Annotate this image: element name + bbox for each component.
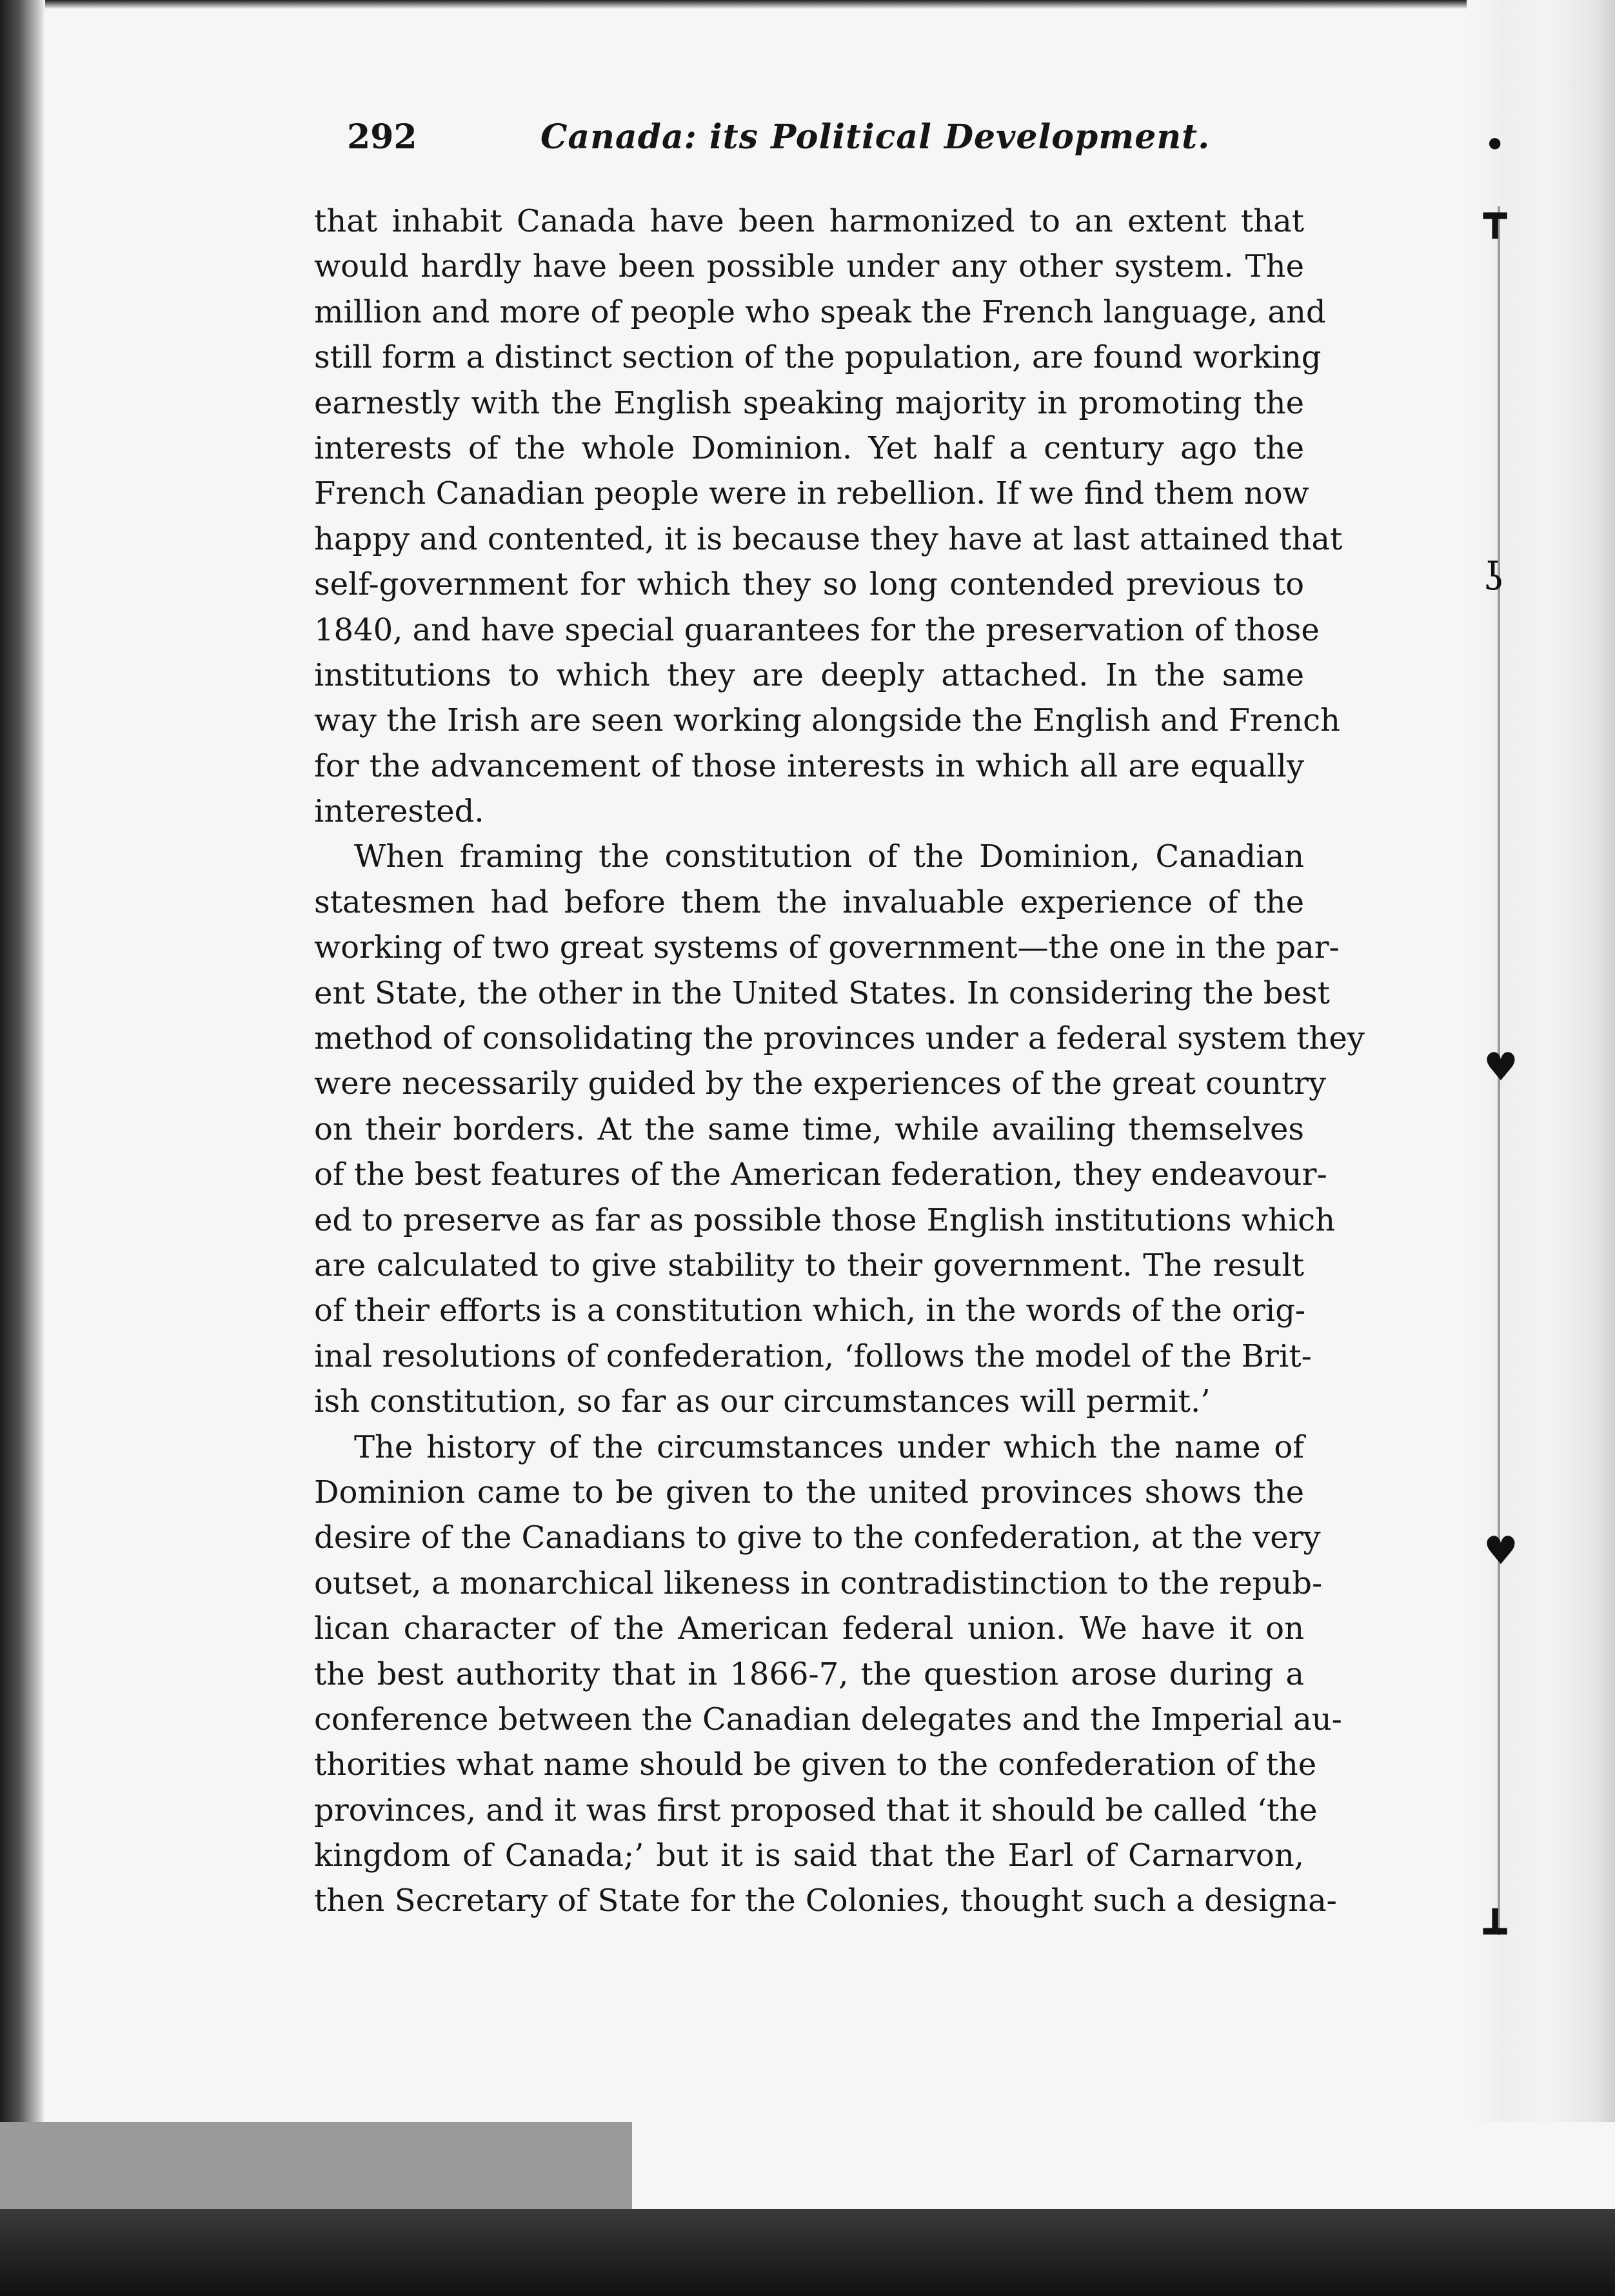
text-line: desire of the Canadians to give to the confederation, at the very bbox=[314, 1519, 1321, 1556]
binding-thread-mark-icon: • bbox=[1483, 123, 1507, 168]
text-line: 1840, and have special guarantees for the preservation of those bbox=[314, 611, 1320, 648]
text-line: ent State, the other in the United States. In considering the best bbox=[314, 975, 1330, 1011]
text-line: ish constitution, so far as our circumstances will permit.’ bbox=[314, 1383, 1211, 1420]
text-line: the best authority that in 1866-7, the question arose during a bbox=[314, 1656, 1304, 1692]
text-line: French Canadian people were in rebellion. If we find them now bbox=[314, 475, 1309, 512]
scan-left-edge bbox=[0, 0, 45, 2296]
text-line: kingdom of Canada;’ but it is said that the Earl of Carnarvon, bbox=[314, 1837, 1304, 1874]
text-line: inal resolutions of confederation, ‘follows the model of the Brit- bbox=[314, 1338, 1312, 1374]
text-line: of the best features of the American federation, they endeavour- bbox=[314, 1156, 1327, 1193]
text-line: happy and contented, it is because they have at last attained that bbox=[314, 520, 1343, 557]
text-line: million and more of people who speak the French language, and bbox=[314, 293, 1326, 330]
text-line: thorities what name should be given to the confederation of the bbox=[314, 1747, 1317, 1783]
text-line: conference between the Canadian delegates and the Imperial au- bbox=[314, 1701, 1342, 1737]
text-line: way the Irish are seen working alongside the English and French bbox=[314, 702, 1340, 739]
text-line: ed to preserve as far as possible those English institutions which bbox=[314, 1202, 1336, 1238]
body-text bbox=[314, 199, 1365, 1924]
binding-stitch-icon: ʖ bbox=[1483, 555, 1505, 600]
binding-stitch-icon: ┻ bbox=[1483, 1909, 1507, 1954]
text-line: statesmen had before them the invaluable experience of the bbox=[314, 884, 1304, 920]
text-line: were necessarily guided by the experiences of the great country bbox=[314, 1065, 1327, 1102]
scan-top-edge bbox=[0, 0, 1615, 9]
page-number: 292 bbox=[347, 117, 417, 157]
page-header bbox=[347, 117, 1314, 169]
text-line: When framing the constitution of the Dominion, Canadian bbox=[354, 838, 1304, 875]
paragraph-1 bbox=[314, 199, 1343, 834]
paragraph-2 bbox=[314, 834, 1365, 1424]
text-line: on their borders. At the same time, while availing themselves bbox=[314, 1111, 1304, 1147]
text-line: Dominion came to be given to the united provinces shows the bbox=[314, 1474, 1304, 1510]
binding-stitch-icon: ♥ bbox=[1483, 1529, 1518, 1574]
paragraph-3 bbox=[314, 1425, 1342, 1924]
text-line: interested. bbox=[314, 793, 484, 830]
text-line: earnestly with the English speaking majority in promoting the bbox=[314, 384, 1304, 421]
text-line: The history of the circumstances under which the name of bbox=[354, 1429, 1304, 1465]
scan-bottom-paper-edge bbox=[632, 2122, 1615, 2209]
text-line: of their efforts is a constitution which, in the words of the orig- bbox=[314, 1292, 1306, 1329]
text-line: for the advancement of those interests in which all are equally bbox=[314, 747, 1304, 784]
text-line: institutions to which they are deeply attached. In the same bbox=[314, 657, 1304, 693]
text-line: that inhabit Canada have been harmonized to an extent that bbox=[314, 203, 1304, 239]
text-line: would hardly have been possible under any other system. The bbox=[314, 248, 1304, 285]
scan-bottom-shadow bbox=[0, 2209, 1615, 2296]
text-line: working of two great systems of government—the one in the par- bbox=[314, 929, 1340, 966]
text-line: still form a distinct section of the population, are found working bbox=[314, 339, 1322, 376]
text-line: then Secretary of State for the Colonies, thought such a designa- bbox=[314, 1883, 1337, 1919]
text-line: provinces, and it was first proposed that it should be called ‘the bbox=[314, 1792, 1318, 1828]
text-line: lican character of the American federal union. We have it on bbox=[314, 1610, 1304, 1647]
text-line: outset, a monarchical likeness in contradistinction to the repub- bbox=[314, 1565, 1323, 1601]
running-title: Canada: its Political Development. bbox=[540, 117, 1211, 157]
binding-stitch-icon: ♥ bbox=[1483, 1045, 1518, 1090]
text-line: method of consolidating the provinces under a federal system they bbox=[314, 1020, 1365, 1057]
text-line: self-government for which they so long contended previous to bbox=[314, 566, 1304, 603]
binding-stitch-icon: ┳ bbox=[1483, 193, 1507, 239]
text-line: interests of the whole Dominion. Yet half a century ago the bbox=[314, 430, 1304, 466]
text-line: are calculated to give stability to their government. The result bbox=[314, 1247, 1304, 1283]
